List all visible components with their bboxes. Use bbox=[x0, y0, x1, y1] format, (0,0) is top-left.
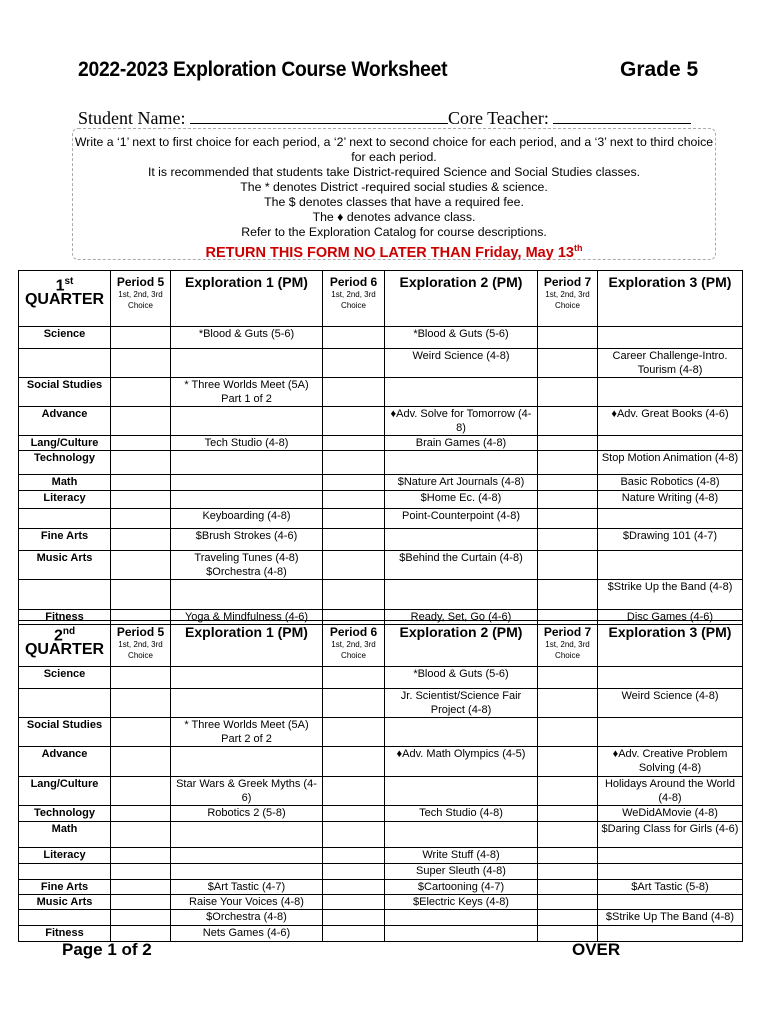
worksheet-title: 2022-2023 Exploration Course Worksheet bbox=[78, 58, 448, 81]
period-7-header: Period 7 1st, 2nd, 3rd Choice bbox=[538, 621, 598, 667]
instruction-line: The $ denotes classes that have a required fee. bbox=[264, 195, 524, 209]
exploration-2-course: $Behind the Curtain (4-8) bbox=[385, 551, 538, 580]
exploration-1-course: *Blood & Guts (5-6) bbox=[171, 327, 323, 349]
period-6-choice-cell[interactable] bbox=[323, 880, 385, 895]
exploration-1-course bbox=[171, 848, 323, 864]
period-6-choice-cell[interactable] bbox=[323, 667, 385, 689]
quarter-1-table bbox=[18, 270, 743, 625]
exploration-2-course bbox=[385, 529, 538, 551]
period-6-choice-cell[interactable] bbox=[323, 378, 385, 407]
exploration-3-course bbox=[598, 378, 743, 407]
period-7-choice-cell[interactable] bbox=[538, 667, 598, 689]
exploration-1-course bbox=[171, 689, 323, 718]
exploration-1-course: * Three Worlds Meet (5A) Part 2 of 2 bbox=[171, 718, 323, 747]
period-6-choice-cell[interactable] bbox=[323, 747, 385, 777]
period-7-choice-cell[interactable] bbox=[538, 910, 598, 926]
period-5-choice-cell[interactable] bbox=[111, 880, 171, 895]
subject-cell: Technology bbox=[19, 806, 111, 822]
exploration-1-header: Exploration 1 (PM) bbox=[171, 621, 323, 667]
subject-cell: Science bbox=[19, 667, 111, 689]
table-row bbox=[19, 880, 743, 895]
subject-cell: Math bbox=[19, 822, 111, 848]
subject-cell: Social Studies bbox=[19, 378, 111, 407]
exploration-2-course bbox=[385, 451, 538, 475]
subject-cell bbox=[19, 910, 111, 926]
exploration-2-course bbox=[385, 926, 538, 942]
table-header-row bbox=[19, 271, 743, 327]
exploration-1-course bbox=[171, 667, 323, 689]
subject-cell: Literacy bbox=[19, 848, 111, 864]
period-5-choice-cell[interactable] bbox=[111, 491, 171, 509]
core-teacher-line[interactable] bbox=[553, 107, 691, 124]
exploration-2-course: *Blood & Guts (5-6) bbox=[385, 667, 538, 689]
subject-cell bbox=[19, 689, 111, 718]
period-7-choice-cell[interactable] bbox=[538, 475, 598, 491]
quarter-2-table bbox=[18, 620, 743, 942]
period-7-choice-cell[interactable] bbox=[538, 822, 598, 848]
period-5-choice-cell[interactable] bbox=[111, 580, 171, 610]
exploration-3-course: ♦Adv. Great Books (4-6) bbox=[598, 407, 743, 436]
exploration-3-course: Nature Writing (4-8) bbox=[598, 491, 743, 509]
quarter-label: 1st QUARTER bbox=[19, 271, 111, 327]
period-5-choice-cell[interactable] bbox=[111, 451, 171, 475]
period-7-choice-cell[interactable] bbox=[538, 407, 598, 436]
period-5-choice-cell[interactable] bbox=[111, 747, 171, 777]
subject-cell: Music Arts bbox=[19, 895, 111, 910]
period-5-choice-cell[interactable] bbox=[111, 895, 171, 910]
exploration-3-course: $Strike Up The Band (4-8) bbox=[598, 910, 743, 926]
exploration-3-course bbox=[598, 509, 743, 529]
table-row bbox=[19, 436, 743, 451]
exploration-3-header: Exploration 3 (PM) bbox=[598, 621, 743, 667]
exploration-2-header: Exploration 2 (PM) bbox=[385, 621, 538, 667]
period-5-choice-cell[interactable] bbox=[111, 407, 171, 436]
period-5-header: Period 5 1st, 2nd, 3rd Choice bbox=[111, 621, 171, 667]
core-teacher-label: Core Teacher: bbox=[447, 108, 549, 128]
table-row bbox=[19, 509, 743, 529]
period-7-choice-cell[interactable] bbox=[538, 349, 598, 378]
table-row bbox=[19, 551, 743, 580]
table-row bbox=[19, 777, 743, 806]
exploration-1-course: Robotics 2 (5-8) bbox=[171, 806, 323, 822]
exploration-1-course bbox=[171, 747, 323, 777]
name-fields bbox=[78, 107, 691, 129]
subject-cell: Science bbox=[19, 327, 111, 349]
period-5-choice-cell[interactable] bbox=[111, 436, 171, 451]
over-label: OVER bbox=[572, 940, 621, 959]
exploration-3-course: Career Challenge-Intro. Tourism (4-8) bbox=[598, 349, 743, 378]
table-row bbox=[19, 378, 743, 407]
period-5-choice-cell[interactable] bbox=[111, 864, 171, 880]
table-row bbox=[19, 407, 743, 436]
table-row bbox=[19, 475, 743, 491]
period-7-choice-cell[interactable] bbox=[538, 551, 598, 580]
table-row bbox=[19, 822, 743, 848]
exploration-3-course: Basic Robotics (4-8) bbox=[598, 475, 743, 491]
exploration-3-course: Disc Games (4-6) bbox=[598, 610, 743, 625]
exploration-2-course: Ready, Set, Go (4-6) bbox=[385, 610, 538, 625]
period-6-choice-cell[interactable] bbox=[323, 864, 385, 880]
exploration-2-course: Super Sleuth (4-8) bbox=[385, 864, 538, 880]
exploration-2-course bbox=[385, 910, 538, 926]
instruction-line: It is recommended that students take District-required Science and Social Studies classes. bbox=[147, 165, 641, 179]
period-5-choice-cell[interactable] bbox=[111, 667, 171, 689]
period-7-choice-cell[interactable] bbox=[538, 848, 598, 864]
exploration-1-course bbox=[171, 822, 323, 848]
table-row bbox=[19, 580, 743, 610]
period-6-choice-cell[interactable] bbox=[323, 822, 385, 848]
period-7-choice-cell[interactable] bbox=[538, 378, 598, 407]
table-row bbox=[19, 718, 743, 747]
period-5-header: Period 5 1st, 2nd, 3rd Choice bbox=[111, 271, 171, 327]
subject-cell: Advance bbox=[19, 407, 111, 436]
exploration-1-course: $Brush Strokes (4-6) bbox=[171, 529, 323, 551]
period-7-choice-cell[interactable] bbox=[538, 689, 598, 718]
period-6-header: Period 6 1st, 2nd, 3rd Choice bbox=[323, 271, 385, 327]
exploration-1-course: * Three Worlds Meet (5A) Part 1 of 2 bbox=[171, 378, 323, 407]
exploration-3-course bbox=[598, 667, 743, 689]
period-6-choice-cell[interactable] bbox=[323, 529, 385, 551]
period-5-choice-cell[interactable] bbox=[111, 551, 171, 580]
table-row bbox=[19, 910, 743, 926]
period-5-choice-cell[interactable] bbox=[111, 806, 171, 822]
subject-cell: Music Arts bbox=[19, 551, 111, 580]
instruction-line: Write a ‘1’ next to first choice for each period, a ‘2’ next to second choice for each period, and a ‘3’ next to third choice for each period. bbox=[74, 135, 714, 164]
table-row bbox=[19, 895, 743, 910]
exploration-3-header: Exploration 3 (PM) bbox=[598, 271, 743, 327]
table-row bbox=[19, 451, 743, 475]
period-6-choice-cell[interactable] bbox=[323, 327, 385, 349]
period-6-choice-cell[interactable] bbox=[323, 407, 385, 436]
exploration-1-course: Tech Studio (4-8) bbox=[171, 436, 323, 451]
period-7-choice-cell[interactable] bbox=[538, 806, 598, 822]
period-5-choice-cell[interactable] bbox=[111, 689, 171, 718]
exploration-1-course bbox=[171, 864, 323, 880]
table-row bbox=[19, 689, 743, 718]
period-6-choice-cell[interactable] bbox=[323, 451, 385, 475]
period-7-choice-cell[interactable] bbox=[538, 718, 598, 747]
instruction-line: The ♦ denotes advance class. bbox=[312, 210, 476, 224]
period-7-choice-cell[interactable] bbox=[538, 895, 598, 910]
student-name-line[interactable] bbox=[190, 107, 448, 124]
exploration-3-course: $Art Tastic (5-8) bbox=[598, 880, 743, 895]
table-header-row bbox=[19, 621, 743, 667]
instruction-line: Refer to the Exploration Catalog for course descriptions. bbox=[241, 225, 547, 239]
exploration-2-course: ♦Adv. Solve for Tomorrow (4-8) bbox=[385, 407, 538, 436]
exploration-3-course bbox=[598, 848, 743, 864]
period-6-choice-cell[interactable] bbox=[323, 689, 385, 718]
exploration-2-course bbox=[385, 777, 538, 806]
period-6-choice-cell[interactable] bbox=[323, 436, 385, 451]
subject-cell: Social Studies bbox=[19, 718, 111, 747]
exploration-1-course: Traveling Tunes (4-8) $Orchestra (4-8) bbox=[171, 551, 323, 580]
period-7-choice-cell[interactable] bbox=[538, 509, 598, 529]
period-7-choice-cell[interactable] bbox=[538, 529, 598, 551]
period-7-choice-cell[interactable] bbox=[538, 777, 598, 806]
period-6-choice-cell[interactable] bbox=[323, 806, 385, 822]
period-6-choice-cell[interactable] bbox=[323, 349, 385, 378]
period-5-choice-cell[interactable] bbox=[111, 327, 171, 349]
subject-cell: Fine Arts bbox=[19, 880, 111, 895]
subject-cell: Literacy bbox=[19, 491, 111, 509]
period-5-choice-cell[interactable] bbox=[111, 509, 171, 529]
table-row bbox=[19, 864, 743, 880]
table-row bbox=[19, 529, 743, 551]
period-5-choice-cell[interactable] bbox=[111, 848, 171, 864]
exploration-2-course bbox=[385, 378, 538, 407]
period-7-choice-cell[interactable] bbox=[538, 880, 598, 895]
period-6-choice-cell[interactable] bbox=[323, 509, 385, 529]
period-7-header: Period 7 1st, 2nd, 3rd Choice bbox=[538, 271, 598, 327]
subject-cell: Advance bbox=[19, 747, 111, 777]
exploration-1-course bbox=[171, 349, 323, 378]
period-6-choice-cell[interactable] bbox=[323, 777, 385, 806]
period-5-choice-cell[interactable] bbox=[111, 378, 171, 407]
table-row bbox=[19, 806, 743, 822]
period-5-choice-cell[interactable] bbox=[111, 910, 171, 926]
subject-cell: Fine Arts bbox=[19, 529, 111, 551]
period-5-choice-cell[interactable] bbox=[111, 777, 171, 806]
subject-cell: Math bbox=[19, 475, 111, 491]
period-7-choice-cell[interactable] bbox=[538, 451, 598, 475]
instructions-box bbox=[72, 128, 716, 260]
exploration-1-course: Raise Your Voices (4-8) bbox=[171, 895, 323, 910]
period-7-choice-cell[interactable] bbox=[538, 327, 598, 349]
period-6-header: Period 6 1st, 2nd, 3rd Choice bbox=[323, 621, 385, 667]
exploration-1-course: Keyboarding (4-8) bbox=[171, 509, 323, 529]
table-row bbox=[19, 349, 743, 378]
exploration-1-course bbox=[171, 407, 323, 436]
exploration-3-course: $Strike Up the Band (4-8) bbox=[598, 580, 743, 610]
exploration-1-course bbox=[171, 475, 323, 491]
period-5-choice-cell[interactable] bbox=[111, 718, 171, 747]
period-7-choice-cell[interactable] bbox=[538, 864, 598, 880]
exploration-2-course: *Blood & Guts (5-6) bbox=[385, 327, 538, 349]
period-6-choice-cell[interactable] bbox=[323, 491, 385, 509]
table-row bbox=[19, 667, 743, 689]
period-6-choice-cell[interactable] bbox=[323, 910, 385, 926]
exploration-3-course bbox=[598, 895, 743, 910]
table-row bbox=[19, 491, 743, 509]
table-row bbox=[19, 327, 743, 349]
exploration-1-course: Nets Games (4-6) bbox=[171, 926, 323, 942]
period-7-choice-cell[interactable] bbox=[538, 436, 598, 451]
table-row bbox=[19, 747, 743, 777]
period-7-choice-cell[interactable] bbox=[538, 580, 598, 610]
student-name-label: Student Name: bbox=[78, 108, 186, 128]
exploration-3-course bbox=[598, 436, 743, 451]
exploration-2-course: Brain Games (4-8) bbox=[385, 436, 538, 451]
period-5-choice-cell[interactable] bbox=[111, 475, 171, 491]
subject-cell: Lang/Culture bbox=[19, 777, 111, 806]
exploration-1-header: Exploration 1 (PM) bbox=[171, 271, 323, 327]
instruction-line: The * denotes District -required social studies & science. bbox=[240, 180, 548, 194]
exploration-1-course bbox=[171, 491, 323, 509]
page-number: Page 1 of 2 bbox=[62, 940, 152, 959]
exploration-1-course: $Orchestra (4-8) bbox=[171, 910, 323, 926]
return-deadline: RETURN THIS FORM NO LATER THAN Friday, May 13th bbox=[205, 243, 583, 261]
subject-cell: Lang/Culture bbox=[19, 436, 111, 451]
period-6-choice-cell[interactable] bbox=[323, 475, 385, 491]
exploration-3-course: Stop Motion Animation (4-8) bbox=[598, 451, 743, 475]
exploration-3-course: Weird Science (4-8) bbox=[598, 689, 743, 718]
exploration-2-course: Point-Counterpoint (4-8) bbox=[385, 509, 538, 529]
exploration-2-course bbox=[385, 822, 538, 848]
exploration-3-course bbox=[598, 551, 743, 580]
period-6-choice-cell[interactable] bbox=[323, 926, 385, 942]
period-5-choice-cell[interactable] bbox=[111, 529, 171, 551]
subject-cell bbox=[19, 580, 111, 610]
period-6-choice-cell[interactable] bbox=[323, 848, 385, 864]
subject-cell bbox=[19, 349, 111, 378]
exploration-2-course: Jr. Scientist/Science Fair Project (4-8) bbox=[385, 689, 538, 718]
exploration-3-course bbox=[598, 864, 743, 880]
exploration-2-course: Write Stuff (4-8) bbox=[385, 848, 538, 864]
exploration-1-course: Yoga & Mindfulness (4-6) bbox=[171, 610, 323, 625]
subject-cell bbox=[19, 864, 111, 880]
subject-cell: Fitness bbox=[19, 926, 111, 942]
exploration-1-course bbox=[171, 580, 323, 610]
exploration-2-course: $Home Ec. (4-8) bbox=[385, 491, 538, 509]
exploration-2-course: $Nature Art Journals (4-8) bbox=[385, 475, 538, 491]
subject-cell: Fitness bbox=[19, 610, 111, 625]
exploration-3-course bbox=[598, 327, 743, 349]
exploration-2-course: ♦Adv. Math Olympics (4-5) bbox=[385, 747, 538, 777]
exploration-2-course bbox=[385, 580, 538, 610]
exploration-3-course: Holidays Around the World (4-8) bbox=[598, 777, 743, 806]
exploration-2-header: Exploration 2 (PM) bbox=[385, 271, 538, 327]
period-5-choice-cell[interactable] bbox=[111, 822, 171, 848]
exploration-3-course: $Daring Class for Girls (4-6) bbox=[598, 822, 743, 848]
exploration-2-course: $Cartooning (4-7) bbox=[385, 880, 538, 895]
quarter-label: 2nd QUARTER bbox=[19, 621, 111, 667]
exploration-3-course: WeDidAMovie (4-8) bbox=[598, 806, 743, 822]
exploration-2-course: Tech Studio (4-8) bbox=[385, 806, 538, 822]
exploration-3-course bbox=[598, 718, 743, 747]
grade-label: Grade 5 bbox=[620, 58, 699, 81]
exploration-3-course: $Drawing 101 (4-7) bbox=[598, 529, 743, 551]
period-7-choice-cell[interactable] bbox=[538, 747, 598, 777]
period-6-choice-cell[interactable] bbox=[323, 895, 385, 910]
table-row bbox=[19, 848, 743, 864]
exploration-1-course bbox=[171, 451, 323, 475]
period-6-choice-cell[interactable] bbox=[323, 580, 385, 610]
exploration-1-course: $Art Tastic (4-7) bbox=[171, 880, 323, 895]
exploration-2-course bbox=[385, 718, 538, 747]
exploration-3-course: ♦Adv. Creative Problem Solving (4-8) bbox=[598, 747, 743, 777]
subject-cell: Technology bbox=[19, 451, 111, 475]
period-6-choice-cell[interactable] bbox=[323, 551, 385, 580]
exploration-1-course: Star Wars & Greek Myths (4-6) bbox=[171, 777, 323, 806]
period-6-choice-cell[interactable] bbox=[323, 718, 385, 747]
period-5-choice-cell[interactable] bbox=[111, 349, 171, 378]
exploration-2-course: Weird Science (4-8) bbox=[385, 349, 538, 378]
exploration-2-course: $Electric Keys (4-8) bbox=[385, 895, 538, 910]
period-7-choice-cell[interactable] bbox=[538, 491, 598, 509]
subject-cell bbox=[19, 509, 111, 529]
